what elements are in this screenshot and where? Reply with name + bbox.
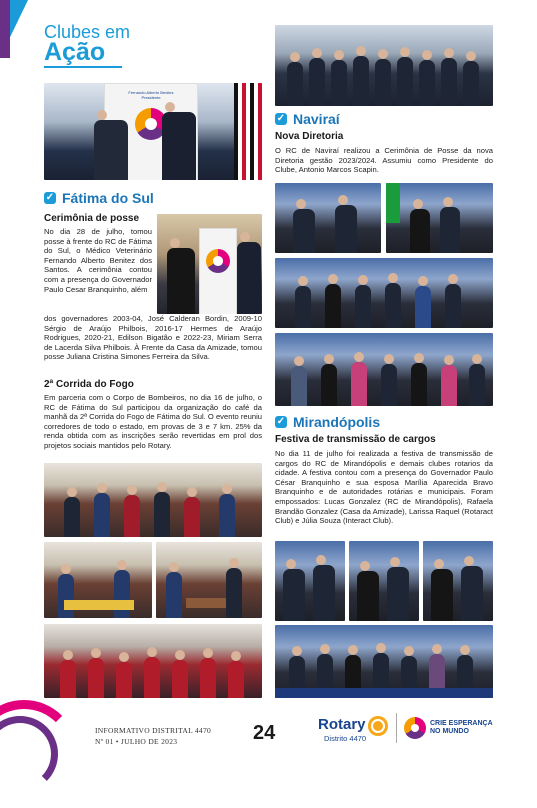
person [60,660,76,698]
table [64,600,134,610]
person [461,566,483,621]
fatima-subtitle-posse: Cerimônia de posse [44,213,140,224]
mirandopolis-text: No dia 11 de julho foi realizada a festiva de transmissão de cargos do RC de Mirandópolis e demais clubes rotarios da cidade. A festiva contou com a presença do Governador Paulo César Branquinho e sua esposa Marília Aparecida Bravo Branquinho e de autoridades rotárias e municipais. Foram empossados: Lucas Gonzalez (RC de Mirandópolis), Rafaela Brandão Gonzalez (Casa da Amizade), Larissa Raquel (Rotaract Club) e Júlia Souza (Interact Club). [275,449,493,526]
footer-district: Distrito 4470 [324,734,367,743]
person [287,62,303,106]
photo-mirandopolis-1 [275,541,345,621]
person [397,57,413,106]
person [331,60,347,106]
check-badge-icon: ✓ [45,192,55,203]
person [313,565,335,621]
navirai-subtitle: Nova Diretoria [275,131,344,142]
crie-esperanca-logo-icon [206,249,230,273]
person [64,497,80,537]
person [200,658,216,698]
photo-navirai-group [275,25,493,106]
state-flag-icon [234,83,262,180]
fatima-title: Fátima do Sul [62,190,154,206]
person [415,286,431,328]
fatima-text-posse-b: dos governadores 2003-04, José Calderan Bordin, 2009-10 Sérgio de Araújo Philbois, 2016-17 Hermes de Araújo Rodrigues, 2020-21, Edilson Bigatão e 2022-23, Miriam Serra de Lacerda Silva Philbois. À Frente da Casa da Amizade, tomou posse Juliana Cristina Simones Ferreira da Silva. [44,314,262,362]
person [237,242,261,314]
person [411,363,427,406]
check-badge-icon: ✓ [276,113,286,124]
person [94,493,110,537]
person [144,657,160,698]
person [351,362,367,406]
footer-issue: Nº 01 • JULHO DE 2023 [95,737,178,746]
rotary-banner-small [199,228,237,314]
photo-corrida-group [44,624,262,698]
footer-crie-line1: CRIE ESPERANÇA [430,720,493,727]
person [88,658,104,698]
corner-decoration-accent [0,0,10,58]
photo-mirandopolis-2 [349,541,419,621]
photo-navirai-flores [275,333,493,406]
person [172,660,188,698]
person [295,286,311,328]
photo-navirai-diretoria [275,258,493,328]
photo-mirandopolis-mesa [275,625,493,698]
photo-casa-amizade [157,214,262,314]
person [226,568,242,618]
person [410,209,430,253]
rotary-logo-text: Rotary [318,716,366,733]
rotary-wheel-icon [368,716,388,736]
person [94,120,128,180]
photo-corrida-cafe-1 [44,542,152,618]
person [114,570,130,618]
person [184,497,200,537]
person [219,494,235,537]
footer-divider [396,713,397,743]
person [154,492,170,537]
person [385,283,401,328]
photo-navirai-posse-1 [275,183,381,253]
mirandopolis-title: Mirandópolis [293,414,381,430]
footer-publication: INFORMATIVO DISTRITAL 4470 [95,726,212,735]
table [186,598,226,608]
person [419,60,435,106]
person [445,284,461,328]
person [440,207,460,253]
person [381,364,397,406]
table [275,688,493,698]
person [321,364,337,406]
photo-corrida-cafe-2 [156,542,262,618]
person [469,364,485,406]
person [293,209,315,253]
fatima-text-posse-a: No dia 28 de julho, tomou posse à frente do RC de Fátima do Sul, o Médico Veterinário Fernando Alberto Benitez dos Santos. A cerimônia contou com a presença do Governador Paulo Cesar Branquinho, além [44,227,152,294]
person [162,112,196,180]
person [387,567,409,621]
person [355,285,371,328]
section-header-underline [44,66,122,68]
navirai-title: Naviraí [293,111,340,127]
person [335,205,357,253]
person [309,58,325,106]
fatima-text-corrida: Em parceria com o Corpo de Bombeiros, no dia 16 de julho, o RC de Fátima do Sul participou da organização do café da manhã da 2ª Corrida do Fogo de Fátima do Sul. O evento reuniu corredores de todo o estado, em provas de 3 e 7 km. 25% da renda obtida com as inscrições serão revertidas em prol dos projetos sociais mantidos pelo Rotary. [44,393,262,450]
photo-handshake-posse [44,83,262,180]
person [441,58,457,106]
person [124,495,140,537]
section-header-line2: Ação [44,38,106,66]
flag-icon [386,183,400,223]
photo-corrida-runners [44,463,262,537]
person [325,284,341,328]
fatima-subtitle-corrida: 2ª Corrida do Fogo [44,379,134,390]
photo-navirai-posse-2 [386,183,493,253]
person [58,574,74,618]
check-badge-icon: ✓ [276,416,286,427]
person [167,248,195,314]
section-header-line1: Clubes em [44,22,131,42]
person [228,661,244,698]
person [441,365,457,406]
banner-role: Presidente [141,95,161,100]
person [463,61,479,106]
person [357,571,379,621]
person [166,572,182,618]
person [291,366,307,406]
navirai-text: O RC de Naviraí realizou a Cerimônia de Posse da nova Diretoria gestão 2023/2024. Assumiu como Presidente do Clube, Antonio Marcos Scapin. [275,146,493,175]
person [375,59,391,106]
footer-crie-line2: NO MUNDO [430,728,469,735]
person [353,56,369,106]
mirandopolis-subtitle: Festiva de transmissão de cargos [275,434,436,445]
person [431,569,453,621]
crie-esperanca-logo-icon [404,717,426,739]
banner-name: Fernando Alberto Benitez [128,90,174,95]
person [283,569,305,621]
photo-mirandopolis-3 [423,541,493,621]
person [116,662,132,698]
page-number: 24 [253,722,276,744]
